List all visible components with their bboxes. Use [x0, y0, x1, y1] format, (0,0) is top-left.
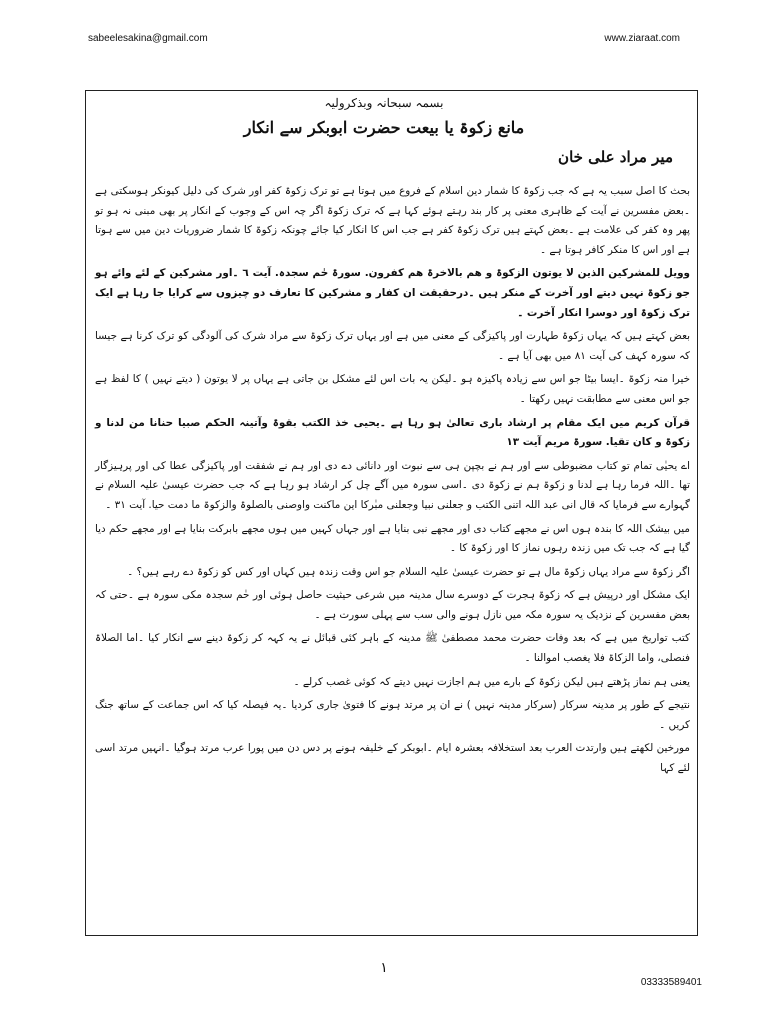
- header-website: www.ziaraat.com: [604, 33, 680, 44]
- paragraph: بعض کہتے ہیں کہ یہاں زکوۃ طہارت اور پاکیزگی کے معنی میں ہے اور یہاں ترک زکوۃ سے مراد شرک کی آلودگی کو ترک کرنا ہے جیسا کہ سورہ کہف کی آیت ٨١ میں بھی آیا ہے ۔: [95, 330, 690, 362]
- paragraph: کتب تواریخ میں ہے کہ بعد وفات حضرت محمد مصطفیٰ ﷺ مدینہ کے باہر کئی قبائل نے یہ کہہ کر زکوۃ دینے سے انکار کیا ۔اما الصلاۃ فنصلی، واما الزکاۃ فلا یغصب اموالنا ۔: [95, 632, 690, 665]
- document-title: مانع زکوۃ یا بیعت حضرت ابوبکر سے انکار: [243, 118, 525, 137]
- paragraph: اے یحیٰی تمام تو کتاب مضبوطی سے اور ہم نے بچپن ہی سے نبوت اور دانائی دے دی اور ہم نے شفقت اور پاکیزگی عطا کی اور پرہیزگار تھا ۔اللہ فرما رہا ہے لدنا و زکوۃ ہم نے زکوۃ دی ۔اسی سورہ میں آگے چل کر ارشاد ہو رہا ہے کہ جب حضرت عیسیٰ علیہ السلام نے گہوارے سے فرمایا کہ قال انی عبد اللہ اتنی الکتب و جعلنی نبیا وجعلنی مبٰرکا این ماکنت واوصنی بالصلوۃ والزکوۃ ما دمت حیا. آیت ٣١ ۔: [95, 459, 690, 511]
- paragraph: یعنی ہم نماز پڑھتے ہیں لیکن زکوۃ کے بارے میں ہم اجازت نہیں دیتے کہ کوئی غصب کرلے ۔: [293, 675, 690, 688]
- footer-phone: 03333589401: [640, 977, 702, 988]
- document-body: [95, 182, 690, 783]
- paragraph: مورخین لکھتے ہیں وارتدت العرب بعد استخلافہ بعشرہ ایام ۔ابوبکر کے خلیفہ ہونے پر دس دن میں پورا عرب مرتد ہوگیا ۔انہیں مرتد اسی لئے کہا: [95, 742, 690, 775]
- paragraph: خیرا منہ زکوۃ ۔ایسا بیٹا جو اس سے زیادہ پاکیزہ ہو ۔لیکن یہ بات اس لئے مشکل بن جاتی ہے یہاں پر لا یوتون ( دیتے نہیں ) کا لفظ ہے جو اس معنی سے مطابقت نہیں رکھتا ۔: [95, 373, 690, 405]
- basmala: بسمہ سبحانہ وبذکرولیہ: [324, 96, 444, 110]
- author-name: میر مراد علی خان: [558, 148, 673, 166]
- paragraph: اگر زکوۃ سے مراد یہاں زکوۃ مال ہے تو حضرت عیسیٰ علیہ السلام جو اس وقت زندہ ہیں کہاں اور کس کو زکوۃ دے رہے ہیں؟ ۔: [127, 565, 690, 578]
- header-email: sabeelesakina@gmail.com: [88, 33, 208, 44]
- paragraph: وویل للمشرکین الذین لا یوتون الزکوۃ و ھم بالاخرۃ ھم کفرون. سورۃ حٰم سجدہ. آیت ٦ ۔اور مشرکین کے لئے وائے ہو جو زکوۃ نہیں دیتے اور آخرت کے منکر ہیں ۔درحقیقت ان کفار و مشرکین کا تعارف دو چیزوں سے کرایا جا رہا ہے ایک ترک زکوۃ اور دوسرا انکار آخرت ۔: [95, 267, 691, 319]
- paragraph: ایک مشکل اور درپیش ہے کہ زکوۃ ہجرت کے دوسرے سال مدینہ میں شرعی حیثیت حاصل ہوئی اور حٰم سجدہ مکی سورہ ہے ۔حتی کہ بعض مفسرین کے نزدیک یہ سورہ مکہ میں نازل ہونے والی سب سے پہلی سورت ہے ۔: [95, 589, 690, 621]
- page-number: ١: [380, 960, 388, 976]
- paragraph: قرآن کریم میں ایک مقام پر ارشاد باری تعالیٰ ہو رہا ہے ۔یحیی خذ الکتب بقوۃ وآتینہ الحکم صبیا حنانا من لدنا و زکوۃ و کان تقیا. سورۃ مریم آیت ١٣: [95, 416, 690, 449]
- paragraph: نتیجے کے طور پر مدینہ سرکار (سرکار مدینہ نہیں ) نے ان پر مرتد ہونے کا فتویٰ جاری کردیا ۔یہ فیصلہ کیا کہ اس جماعت کے ساتھ جنگ کریں ۔: [95, 699, 690, 731]
- paragraph: بحث کا اصل سبب یہ ہے کہ جب زکوۃ کا شمار دین اسلام کے فروع میں ہوتا ہے تو ترک زکوۃ کفر اور شرک کی دلیل کیونکر ہوسکتی ہے ۔بعض مفسرین نے آیت کے ظاہری معنی پر کار بند رہتے ہوئے کہا ہے کہ ترک زکوۃ اگر چہ اس کے وجوب کے انکار پر بھی مبنی نہ ہو تو پھر وہ کفر کی علامت ہے ۔بعض کہتے ہیں ترک زکوۃ کفر ہے جب اس کا انکار کیا جائے چونکہ زکوۃ کا شمار ضروریات دین میں سے ہوتا ہے اور اس کا منکر کافر ہوتا ہے ۔: [95, 185, 690, 256]
- paragraph: میں بیشک اللہ کا بندہ ہوں اس نے مجھے کتاب دی اور مجھے نبی بنایا ہے اور جہاں کہیں میں ہوں مجھے بابرکت بنایا ہے اور مجھے حکم دیا گیا ہے کہ جب تک میں زندہ رہوں نماز کا اور زکوۃ کا ۔: [95, 522, 690, 555]
